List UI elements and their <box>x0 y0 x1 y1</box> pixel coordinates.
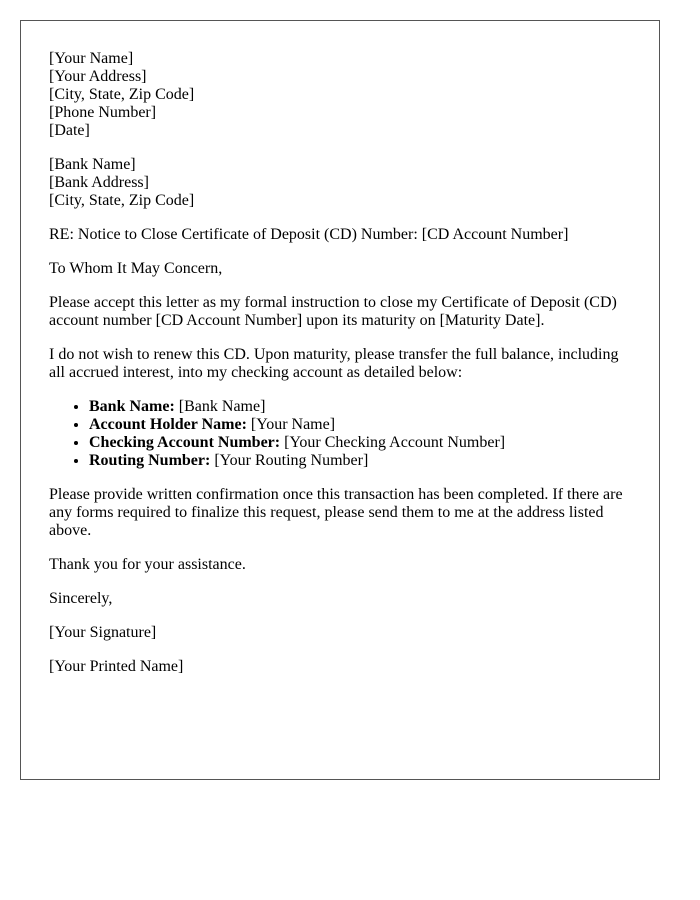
body-paragraph-3: Please provide written confirmation once this transaction has been completed. If there are any forms required to finalize this request, please send them to me at the address listed above. <box>49 486 623 539</box>
signature: [Your Signature] <box>49 624 157 641</box>
letter-date: [Date] <box>49 122 90 139</box>
detail-value: [Bank Name] <box>174 398 266 415</box>
detail-label: Account Holder Name: <box>89 416 247 433</box>
sender-phone: [Phone Number] <box>49 104 157 121</box>
sender-name: [Your Name] <box>49 50 134 67</box>
recipient-block <box>49 156 631 210</box>
subject-line: RE: Notice to Close Certificate of Deposit (CD) Number: [CD Account Number] <box>49 226 569 243</box>
recipient-city-state-zip: [City, State, Zip Code] <box>49 192 195 209</box>
list-item <box>89 416 631 434</box>
letter-page <box>20 20 660 780</box>
recipient-bank-name: [Bank Name] <box>49 156 136 173</box>
sender-block <box>49 50 631 140</box>
detail-value: [Your Routing Number] <box>210 452 369 469</box>
salutation: To Whom It May Concern, <box>49 260 223 277</box>
body-paragraph-2: I do not wish to renew this CD. Upon maturity, please transfer the full balance, including all accrued interest, into my checking account as detailed below: <box>49 346 619 381</box>
detail-label: Bank Name: <box>89 398 175 415</box>
body-paragraph-1: Please accept this letter as my formal instruction to close my Certificate of Deposit (CD) account number [CD Account Number] upon its maturity on [Maturity Date]. <box>49 294 617 329</box>
detail-value: [Your Name] <box>246 416 336 433</box>
list-item <box>89 398 631 416</box>
printed-name: [Your Printed Name] <box>49 658 184 675</box>
closing: Sincerely, <box>49 590 113 607</box>
sender-city-state-zip: [City, State, Zip Code] <box>49 86 195 103</box>
recipient-bank-address: [Bank Address] <box>49 174 149 191</box>
detail-value: [Your Checking Account Number] <box>280 434 506 451</box>
body-paragraph-4: Thank you for your assistance. <box>49 556 246 573</box>
sender-address: [Your Address] <box>49 68 147 85</box>
detail-label: Checking Account Number: <box>89 434 281 451</box>
account-details-list <box>49 398 631 470</box>
list-item <box>89 452 631 470</box>
detail-label: Routing Number: <box>89 452 211 469</box>
list-item <box>89 434 631 452</box>
